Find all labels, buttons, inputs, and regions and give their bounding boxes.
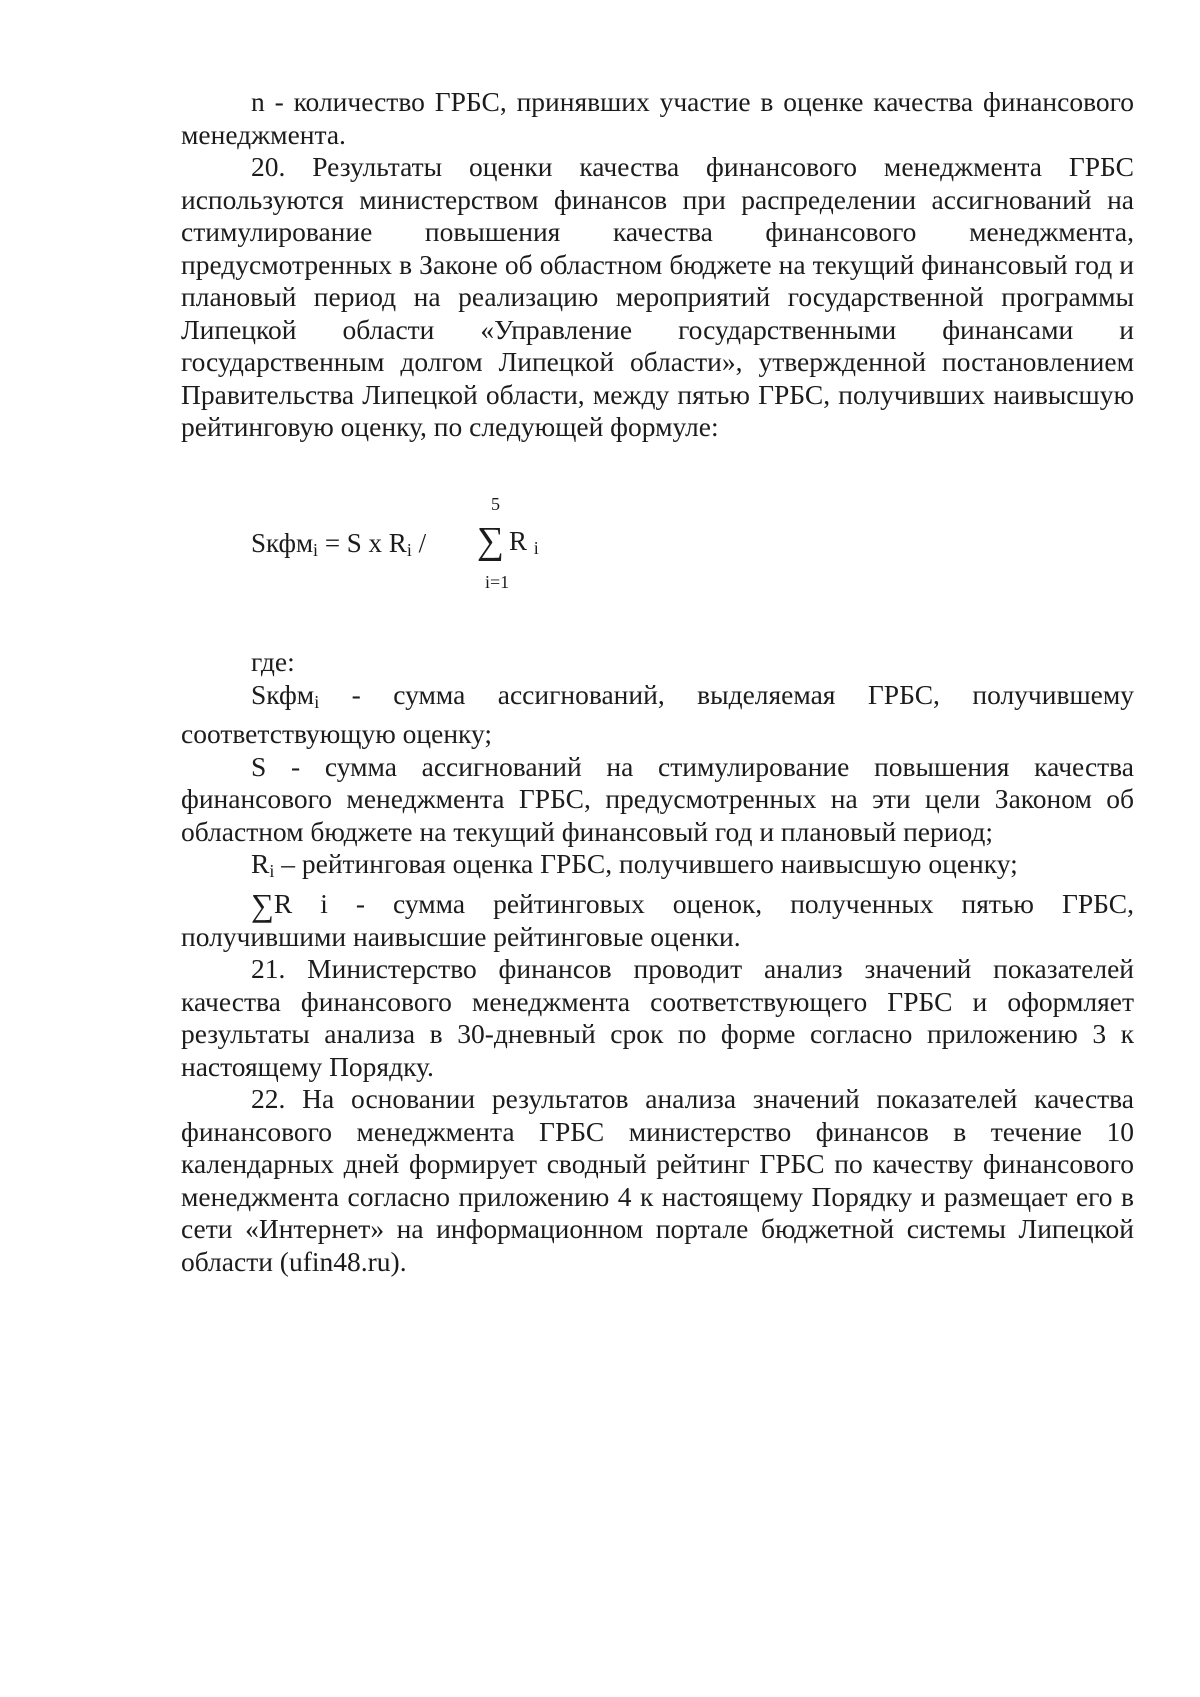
definition-sk <box>181 679 1134 751</box>
definition-sk-sub: i <box>314 691 320 712</box>
definition-r-symbol: R <box>251 848 270 879</box>
formula-slash: / <box>411 528 427 558</box>
sum-term <box>509 526 539 559</box>
definition-r-sub: i <box>269 861 275 881</box>
definition-r-text: – рейтинговая оценка ГРБС, получившего наивысшую оценку; <box>274 848 1018 879</box>
lower-text <box>181 646 1134 1278</box>
formula-lhs: Sкфм <box>251 528 314 558</box>
formula-lhs-sub: i <box>313 540 319 560</box>
definition-sk-symbol: Sкфм <box>251 678 315 710</box>
definition-sum-r: R <box>273 887 293 919</box>
sum-term-sub: i <box>533 538 539 558</box>
sum-lower-limit: i=1 <box>485 572 510 592</box>
sum-term-r: R <box>509 526 528 556</box>
definition-sum-sub: i <box>320 887 328 919</box>
formula-main <box>251 528 426 561</box>
definition-sum-symbol: ∑ <box>251 886 274 923</box>
where-label: где: <box>251 646 295 677</box>
definition-r <box>181 848 1134 888</box>
paragraph-22: 22. На основании результатов анализа значений показателей качества финансового менеджмента ГРБС министерство финансов в течение 10 календарных дней формирует сводный рейтинг ГРБС по качеству финансового менеджмента согласно приложению 4 к настоящему Порядку и размещает его в сети «Интернет» на информационном портале бюджетной системы Липецкой области (ufin48.ru). <box>181 1083 1134 1277</box>
sum-symbol: ∑ <box>477 520 505 562</box>
upper-text <box>181 86 1134 444</box>
definition-sum <box>181 888 1134 954</box>
formula-rhs: = S x R <box>324 528 407 558</box>
formula-block <box>251 494 651 604</box>
paragraph-n-definition: n - количество ГРБС, принявших участие в оценке качества финансового менеджмента. <box>181 86 1134 150</box>
formula-rhs-sub: i <box>406 540 412 560</box>
paragraph-20: 20. Результаты оценки качества финансового менеджмента ГРБС используются министерством финансов при распределении ассигнований на стимулирование повышения качества финансового менеджмента, предусмотренных в Законе об областном бюджете на текущий финансовый год и плановый период на реализацию мероприятий государственной программы Липецкой области «Управление государственными финансами и государственным долгом Липецкой области», утвержденной постановлением Правительства Липецкой области, между пятью ГРБС, получивших наивысшую рейтинговую оценку, по следующей формуле: <box>181 151 1134 442</box>
definition-sum-text: - сумма рейтинговых оценок, полученных пятью ГРБС, получившими наивысшие рейтинговые оценки. <box>181 887 1135 952</box>
definition-s: S - сумма ассигнований на стимулирование повышения качества финансового менеджмента ГРБС, предусмотренных на эти цели Законом об областном бюджете на текущий финансовый год и плановый период; <box>181 750 1134 847</box>
definition-sk-text: - сумма ассигнований, выделяемая ГРБС, получившему соответствующую оценку; <box>181 678 1134 749</box>
paragraph-21: 21. Министерство финансов проводит анализ значений показателей качества финансового менеджмента соответствующего ГРБС и оформляет результаты анализа в 30-дневный срок по форме согласно приложению 3 к настоящему Порядку. <box>181 953 1134 1082</box>
sum-upper-limit: 5 <box>491 494 500 514</box>
